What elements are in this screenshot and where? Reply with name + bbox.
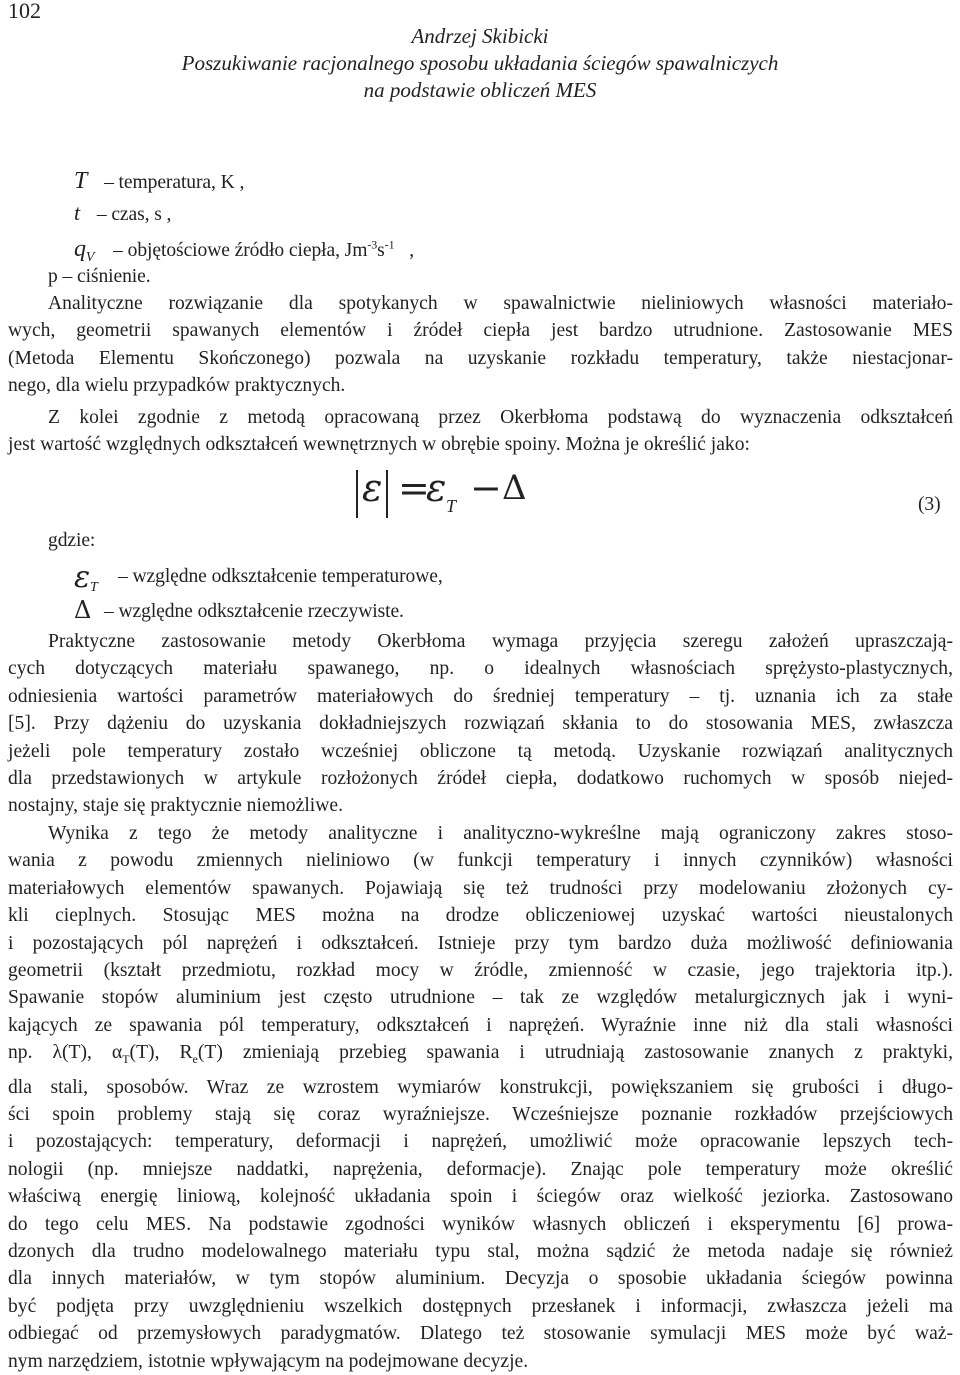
equation-minus: − <box>470 466 502 510</box>
equation-delta: Δ <box>502 468 527 508</box>
para1-line: (Metoda Elementu Skończonego) pozwala na uzyskanie rozkładu temperatury, także niestacjonar- <box>8 347 953 369</box>
para3-line: odniesienia wartości parametrów materiałowych do średniej temperatury – tj. uznania ich za stałe <box>8 685 953 707</box>
para4-line: nologii (np. mniejsze naddatki, naprężenia, deformacje). Znając pole temperatury może określić <box>8 1158 953 1180</box>
para4-line: do tego celu MES. Na podstawie zgodności wyników własnych obliczeń i eksperymentu [6] prowa- <box>8 1213 953 1235</box>
header-author: Andrzej Skibicki <box>411 24 549 48</box>
symbol-t-desc: – czas, s , <box>96 204 172 225</box>
para4-line: odbiegać od przemysłowych paradygmatów. Dlatego też stosowanie symulacji MES może być waż- <box>8 1323 953 1345</box>
para4-line: dzonych dla trudno modelowalnego materiału typu stal, można sądzić że metoda nadaje się również <box>8 1241 953 1262</box>
symbol-T-row <box>74 168 244 195</box>
para4-line: nym narzędziem, istotnie wpływającym na podejmowane decyzje. <box>8 1350 529 1372</box>
para4-line: Wynika z tego że metody analityczne i analityczno-wykreślne mają ograniczony zakres stoso- <box>48 823 953 844</box>
abs-bar-left <box>356 470 358 518</box>
para4-line: kających ze spawania pól temperatury, odkształceń i naprężeń. Wyraźnie inne niż dla stali własności <box>8 1014 953 1036</box>
symbol-t-row <box>74 200 171 226</box>
para4-line: kli cieplnych. Stosując MES można na drodze obliczeniowej uzyskać wartości nieustalonych <box>8 905 953 927</box>
gdzie-label: gdzie: <box>48 530 96 551</box>
equation-equals: = <box>398 466 430 510</box>
para4-line: wania z powodu zmiennych nieliniowo (w funkcji temperatury i innych czynników) własności <box>8 850 953 872</box>
para3-line: jeżeli pole temperatury zostało wcześniej obliczone tą metodą. Uzyskanie rozwiązań analitycznych <box>8 740 953 762</box>
symbol-T-desc: – temperatura, K , <box>104 172 245 193</box>
paragraph-4 <box>8 820 953 1375</box>
paragraph-1 <box>8 290 953 400</box>
para4-line: i pozostających pól naprężeń i odkształceń. Istnieje przy tym bardzo duża możliwość definiowania <box>8 932 953 954</box>
para3-line: [5]. Przy dążeniu do uzyskania dokładniejszych rozwiązań skłania to do stosowania MES, zwłaszcza <box>8 713 953 735</box>
para4-line: ści spoin problemy stają się coraz wyraźniejsze. Wcześniejsze poznanie rozkładów przejściowych <box>8 1103 953 1125</box>
para4-line: dla innych materiałów, w tym stopów aluminium. Decyzja o sposobie układania ściegów powinna <box>8 1268 953 1290</box>
page-number: 102 <box>8 0 41 23</box>
equation-lhs: ε <box>362 466 383 510</box>
para4-line: materiałowych elementów spawanych. Pojawiają się też trudności przy modelowaniu złożonych cy- <box>8 877 953 899</box>
para4-line: np. λ(T), $\alpha_T(T)$, $R_e(T)$ zmieniają przebieg spawania i utrudniają zastosowanie znanych z praktyki, <box>8 1042 953 1067</box>
para4-line: geometrii (kształt przedmiotu, rozkład mocy w źródle, zmienność w czasie, jego trajektoria itp.). <box>8 960 953 982</box>
symbol-q: q <box>74 236 86 262</box>
paragraph-3 <box>8 628 953 820</box>
symbol-t: t <box>74 200 81 225</box>
header-title-line2: na podstawie obliczeń MES <box>363 78 597 102</box>
para1-line: nego, dla wielu przypadków praktycznych. <box>8 375 346 397</box>
para2-line: Z kolei zgodnie z metodą opracowaną przez Okerbłoma podstawą do wyznaczenia odkształceń <box>48 407 953 428</box>
equation-rhs: ε <box>426 466 447 510</box>
symbol-qV-row <box>74 236 414 266</box>
para3-line: nostajny, staje się praktycznie niemożliwe. <box>8 795 343 817</box>
def-delta-symbol: Δ <box>74 596 92 624</box>
symbol-qV-sup2: -1 <box>384 237 395 252</box>
para4-line: właściwą energię liniową, kolejność układania spoin i ściegów oraz wielkość jeziorka. Zastosowano <box>8 1186 953 1208</box>
symbol-qV-sup1: -3 <box>367 237 378 252</box>
symbol-T: T <box>74 168 88 194</box>
para1-line: Analityczne rozwiązanie dla spotykanych w spawalnictwie nieliniowych własności materiało- <box>48 293 953 314</box>
para2-line: jest wartość względnych odkształceń wewnętrznych w obrębie spoiny. Można je określić jako: <box>8 434 750 456</box>
para3-line: Praktyczne zastosowanie metody Okerbłoma wymaga przyjęcia szeregu założeń upraszczają- <box>48 631 953 652</box>
para3-line: dla przedstawionych w artykule rozłożonych źródeł ciepła, dodatkowo ruchomych w sposób niejed- <box>8 768 953 790</box>
symbol-qV-end: , <box>409 240 415 261</box>
para4-line: Spawanie stopów aluminium jest często utrudnione – tak ze względów metalurgicznych jak i wyni- <box>8 987 953 1009</box>
def-delta-desc: – względne odkształcenie rzeczywiste. <box>104 601 404 622</box>
abs-bar-right <box>386 470 388 518</box>
def-epsT-desc: – względne odkształcenie temperaturowe, <box>118 566 443 587</box>
symbol-qV-mid: s <box>377 240 385 261</box>
paragraph-2 <box>8 404 953 459</box>
para4-line: być podjęta przy uwzględnieniu wszelkich dostępnych przesłanek i informacji, zwłaszcza jeżeli ma <box>8 1295 953 1317</box>
def-epsT-subscript: T <box>90 580 98 595</box>
header-title-line1: Poszukiwanie racjonalnego sposobu układania ściegów spawalniczych <box>181 51 779 75</box>
symbol-q-subscript: V <box>85 249 95 265</box>
para1-line: wych, geometrii spawanych elementów i źródeł ciepła jest bardzo utrudnione. Zastosowanie MES <box>8 320 953 342</box>
equation-rhs-subscript: T <box>446 496 457 516</box>
equation-number: (3) <box>918 494 941 515</box>
symbol-qV-desc: – objętościowe źródło ciepła, Jm <box>113 240 368 261</box>
para4-line: dla stali, sposobów. Wraz ze wzrostem wymiarów konstrukcji, powiększaniem się grubości i długo- <box>8 1076 953 1098</box>
def-epsT-symbol: ε <box>74 560 91 595</box>
para3-line: cych dotyczących materiału spawanego, np. o idealnych własnościach sprężysto-plastycznych, <box>8 658 953 680</box>
para4-line: i pozostających: temperatury, deformacji i naprężeń, umożliwić może opracowanie lepszych tech- <box>8 1131 953 1153</box>
symbol-p-row: p – ciśnienie. <box>48 266 151 287</box>
